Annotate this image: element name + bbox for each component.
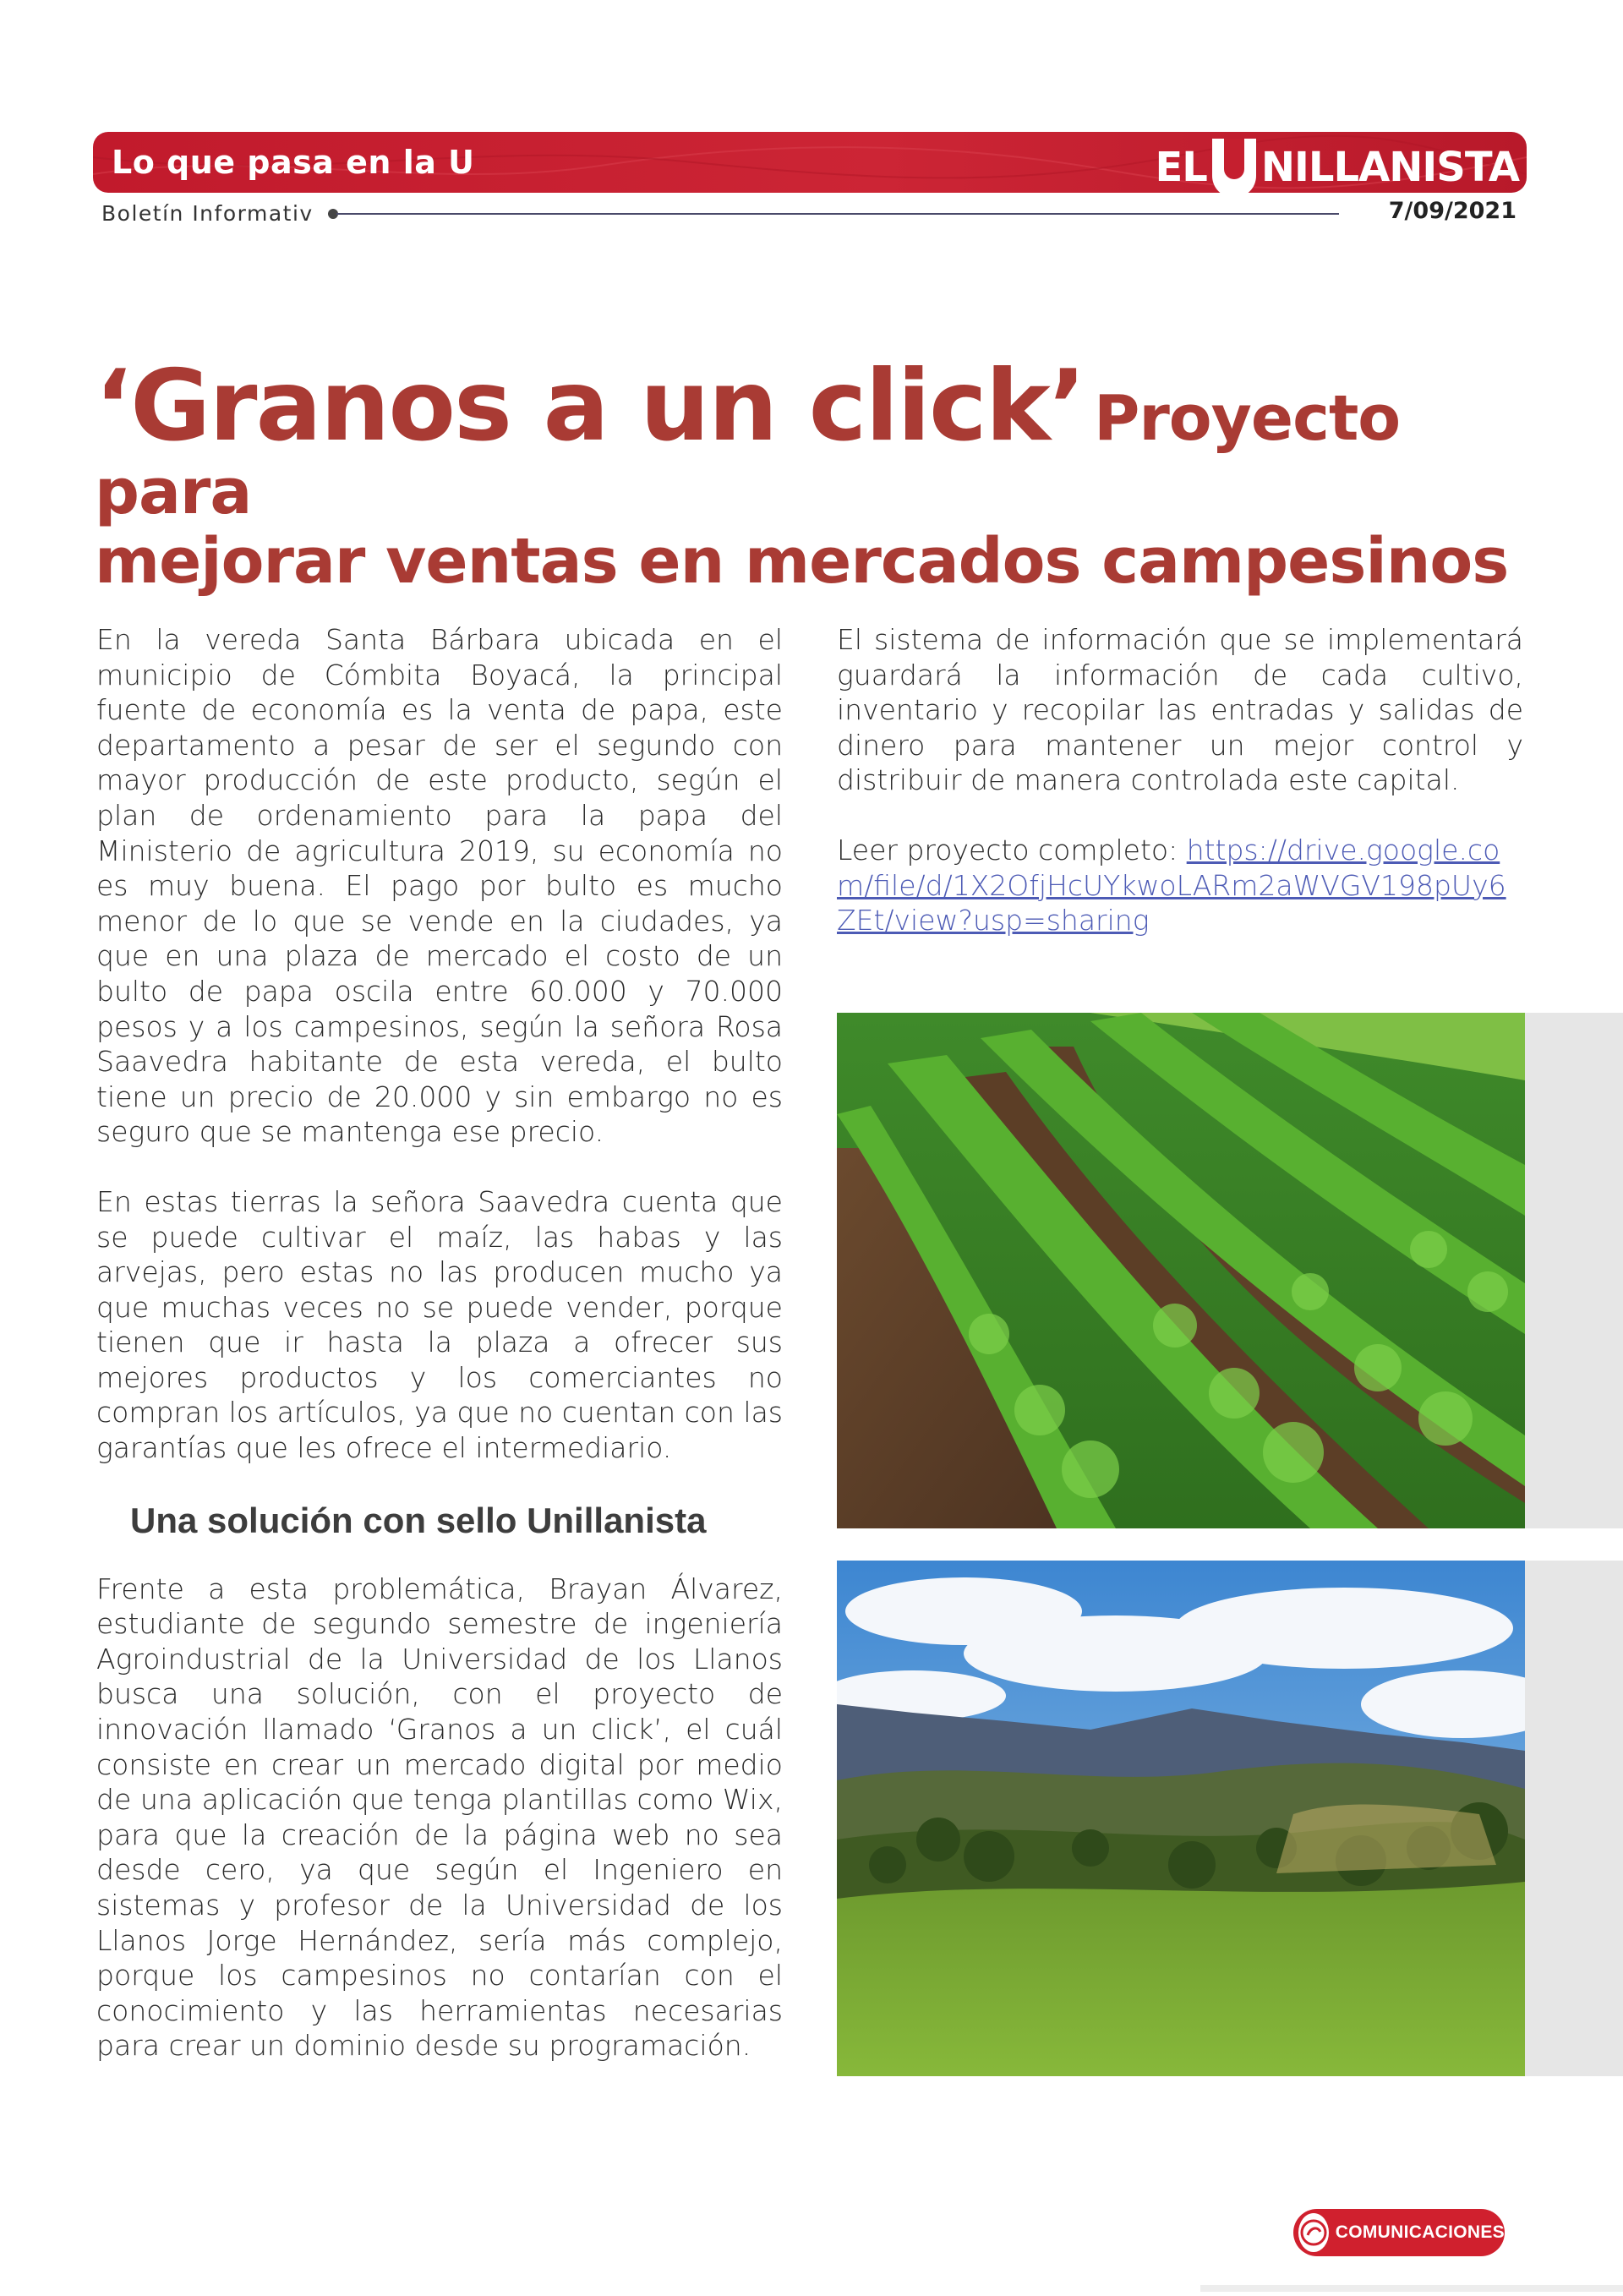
subheading: Una solución con sello Unillanista — [130, 1500, 707, 1540]
paragraph-3: Frente a esta problemática, Brayan Álvarez, estudiante de segundo semestre de ingeniería Agroindustrial de la Universidad de los Llanos busca una solución, con el proyecto de innovación llamado ‘Granos a un click’, el cuál consiste en crear un mercado digital por medio de una aplicación que tenga plantillas como Wix, para que la creación de la página web no sea desde cero, ya que según el Ingeniero en sistemas y profesor de la Universidad de los Llanos Jorge Hernández, sería más complejo, porque los campesinos no contarían con el conocimiento y las herramientas necesarias para crear un dominio desde su programación. — [96, 1572, 783, 2063]
project-link-paragraph — [837, 833, 1523, 938]
brand-logo — [1155, 117, 1526, 193]
header-divider — [336, 213, 1339, 215]
footer-divider — [1200, 2285, 1623, 2292]
paragraph-1: En la vereda Santa Bárbara ubicada en el municipio de Cómbita Boyacá, la principal fuente de economía es la venta de papa, este departamento a pesar de ser el segundo con mayor producción de este producto, según el plan de ordenamiento para la papa del Ministerio de agricultura 2019, su economía no es muy buena. El pago por bulto es mucho menor de lo que se vende en la ciudades, ya que en una plaza de mercado el costo de un bulto de papa oscila entre 60.000 y 70.000 pesos y a los campesinos, según la señora Rosa Saavedra habitante de esta vereda, el bulto tiene un precio de 20.000 y sin embargo no es seguro que se mantenga ese precio. — [96, 623, 783, 1149]
side-band-top — [1525, 1013, 1623, 1528]
communications-label: COMUNICACIONES — [1335, 2222, 1505, 2242]
communications-logo-icon — [1298, 2213, 1329, 2252]
section-title: Lo que pasa en la U — [112, 144, 475, 181]
communications-badge — [1293, 2209, 1505, 2256]
article-headline — [95, 349, 1523, 599]
headline-rest: Proyecto para — [95, 382, 1401, 528]
crop-field-photo — [837, 1013, 1525, 1528]
issue-date: 7/09/2021 — [1388, 198, 1516, 224]
link-label: Leer proyecto completo: — [837, 833, 1187, 866]
side-band-bottom — [1525, 1561, 1623, 2076]
brand-right-text: NILLANISTA — [1260, 144, 1519, 191]
brand-u-icon — [1212, 139, 1256, 198]
headline-line2: mejorar ventas en mercados campesinos — [95, 525, 1509, 599]
brand-left-text: EL — [1155, 144, 1207, 191]
landscape-photo — [837, 1561, 1525, 2076]
paragraph-2: En estas tierras la señora Saavedra cuenta que se puede cultivar el maíz, las habas y las arvejas, pero estas no las producen mucho ya que muchas veces no se puede vender, porque tienen que ir hasta la plaza a ofrecer sus mejores productos y los comerciantes no compran los artículos, ya que no cuentan con las garantías que les ofrece el intermediario. — [96, 1184, 783, 1465]
project-link[interactable]: https://drive.google.com/file/d/1X2OfjHcUYkwoLARm2aWVGV198pUy6ZEt/view?usp=sharing — [837, 833, 1506, 938]
left-column — [96, 622, 783, 2098]
paragraph-4: El sistema de información que se implementará guardará la información de cada cultivo, inventario y recopilar las entradas y salidas de dinero para mantener un mejor control y distribuir de manera controlada este capital. — [837, 623, 1523, 797]
headline-main: ‘Granos a un click’ — [95, 349, 1085, 463]
right-column — [837, 622, 1523, 973]
bulletin-subtitle: Boletín Informativ — [101, 201, 314, 226]
